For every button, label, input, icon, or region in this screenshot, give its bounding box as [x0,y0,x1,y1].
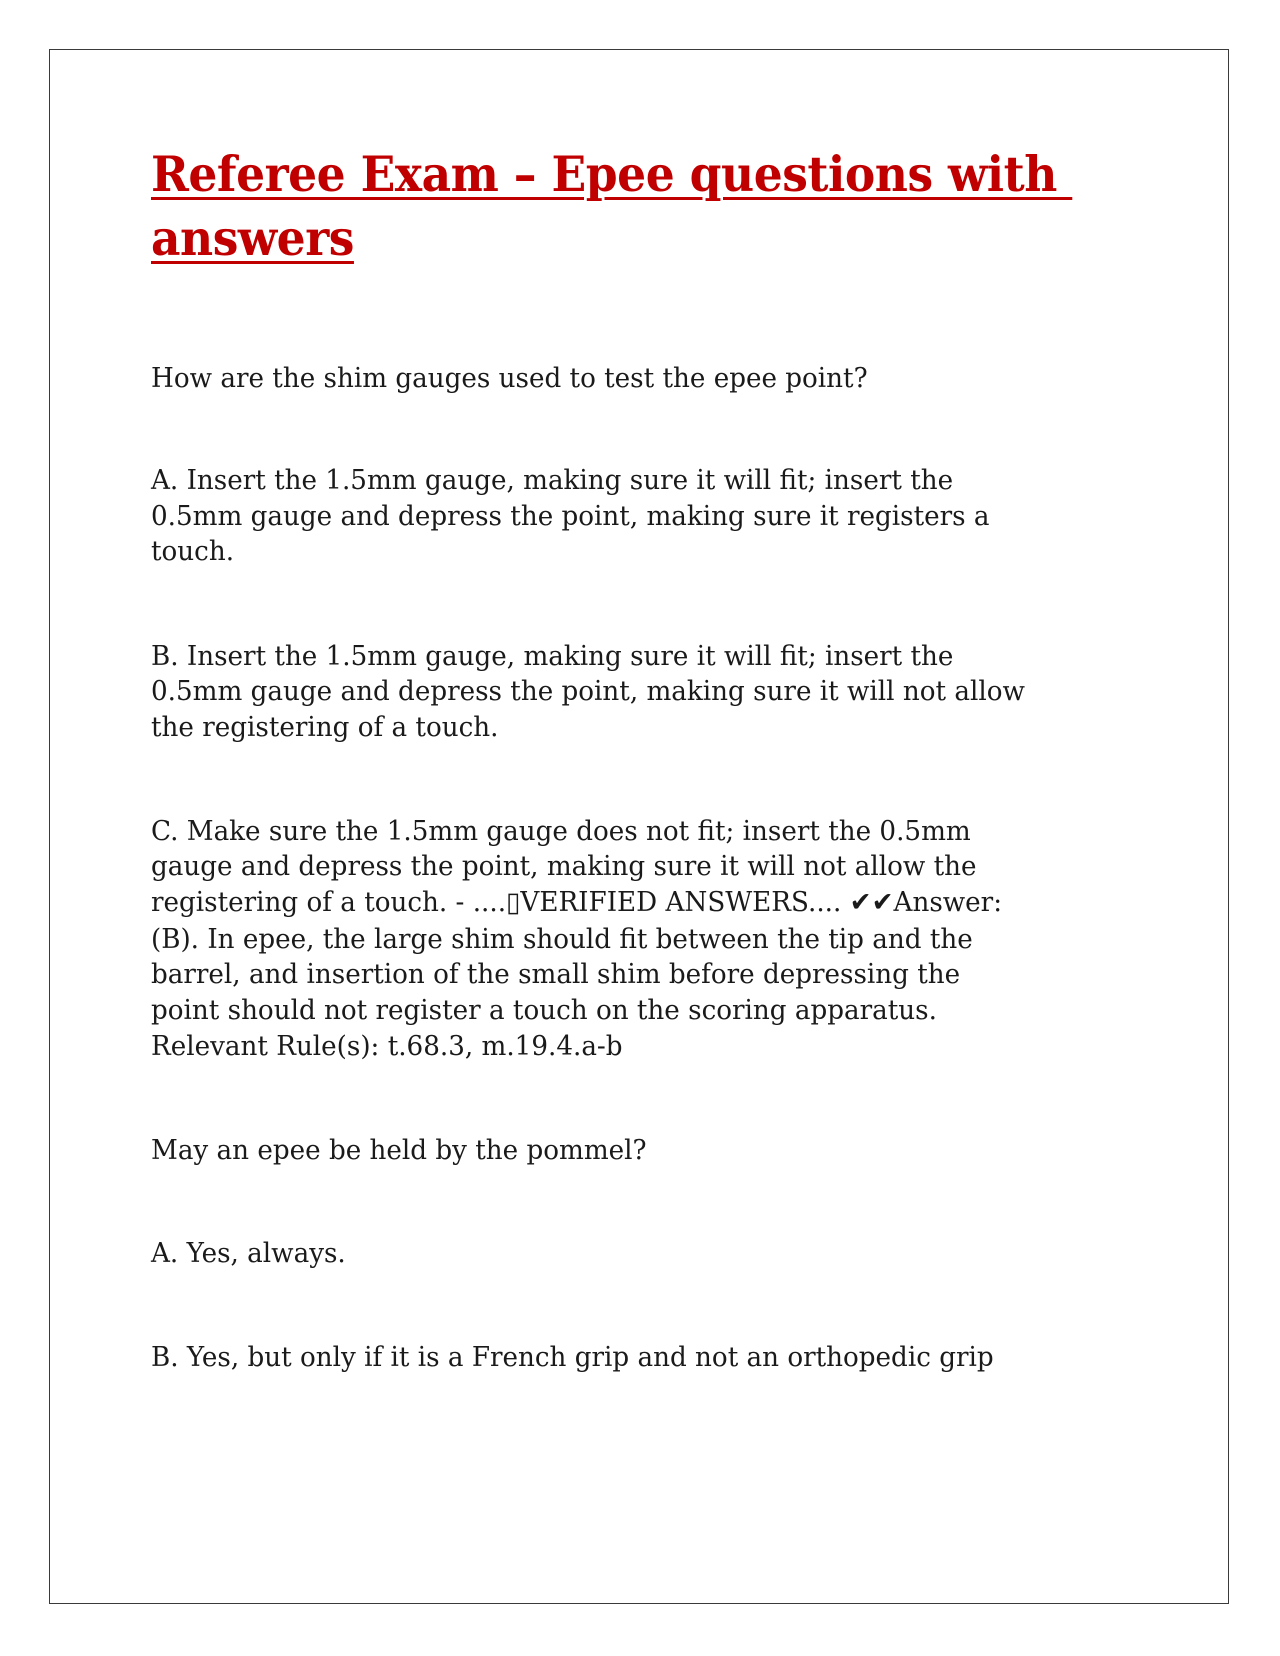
question-1-option-c-line-1: C. Make sure the 1.5mm gauge does not fit; insert the 0.5mm [151,816,971,847]
question-1-answer-line: registering of a touch. - ....▯VERIFIED ANSWERS.... ✔✔Answer: [151,887,1003,918]
question-1-option-a-line-2: 0.5mm gauge and depress the point, making sure it registers a [151,501,990,532]
question-2-option-b: B. Yes, but only if it is a French grip and not an orthopedic grip [151,1342,994,1373]
question-1-explanation-line-3: point should not register a touch on the scoring apparatus. [151,995,937,1026]
document-title-line-2: answers [151,209,354,267]
question-1-option-a-line-3: touch. [151,536,235,567]
question-1-explanation-line-2: barrel, and insertion of the small shim before depressing the [151,959,961,990]
question-2-text: May an epee be held by the pommel? [151,1135,647,1166]
question-1-explanation-line-1: (B). In epee, the large shim should fit between the tip and the [151,924,973,955]
question-1-option-a-line-1: A. Insert the 1.5mm gauge, making sure it will fit; insert the [151,465,954,496]
question-1-option-b-line-1: B. Insert the 1.5mm gauge, making sure it will fit; insert the [151,641,954,672]
question-1-option-b-line-3: the registering of a touch. [151,712,499,743]
question-1-relevant-rules: Relevant Rule(s): t.68.3, m.19.4.a-b [151,1031,623,1062]
question-1-option-b-line-2: 0.5mm gauge and depress the point, making sure it will not allow [151,676,1025,707]
question-1-text: How are the shim gauges used to test the epee point? [151,363,868,394]
document-title-line-1: Referee Exam – Epee questions with [151,145,1073,203]
question-1-option-c-line-2: gauge and depress the point, making sure it will not allow the [151,851,977,882]
question-2-option-a: A. Yes, always. [151,1238,346,1269]
